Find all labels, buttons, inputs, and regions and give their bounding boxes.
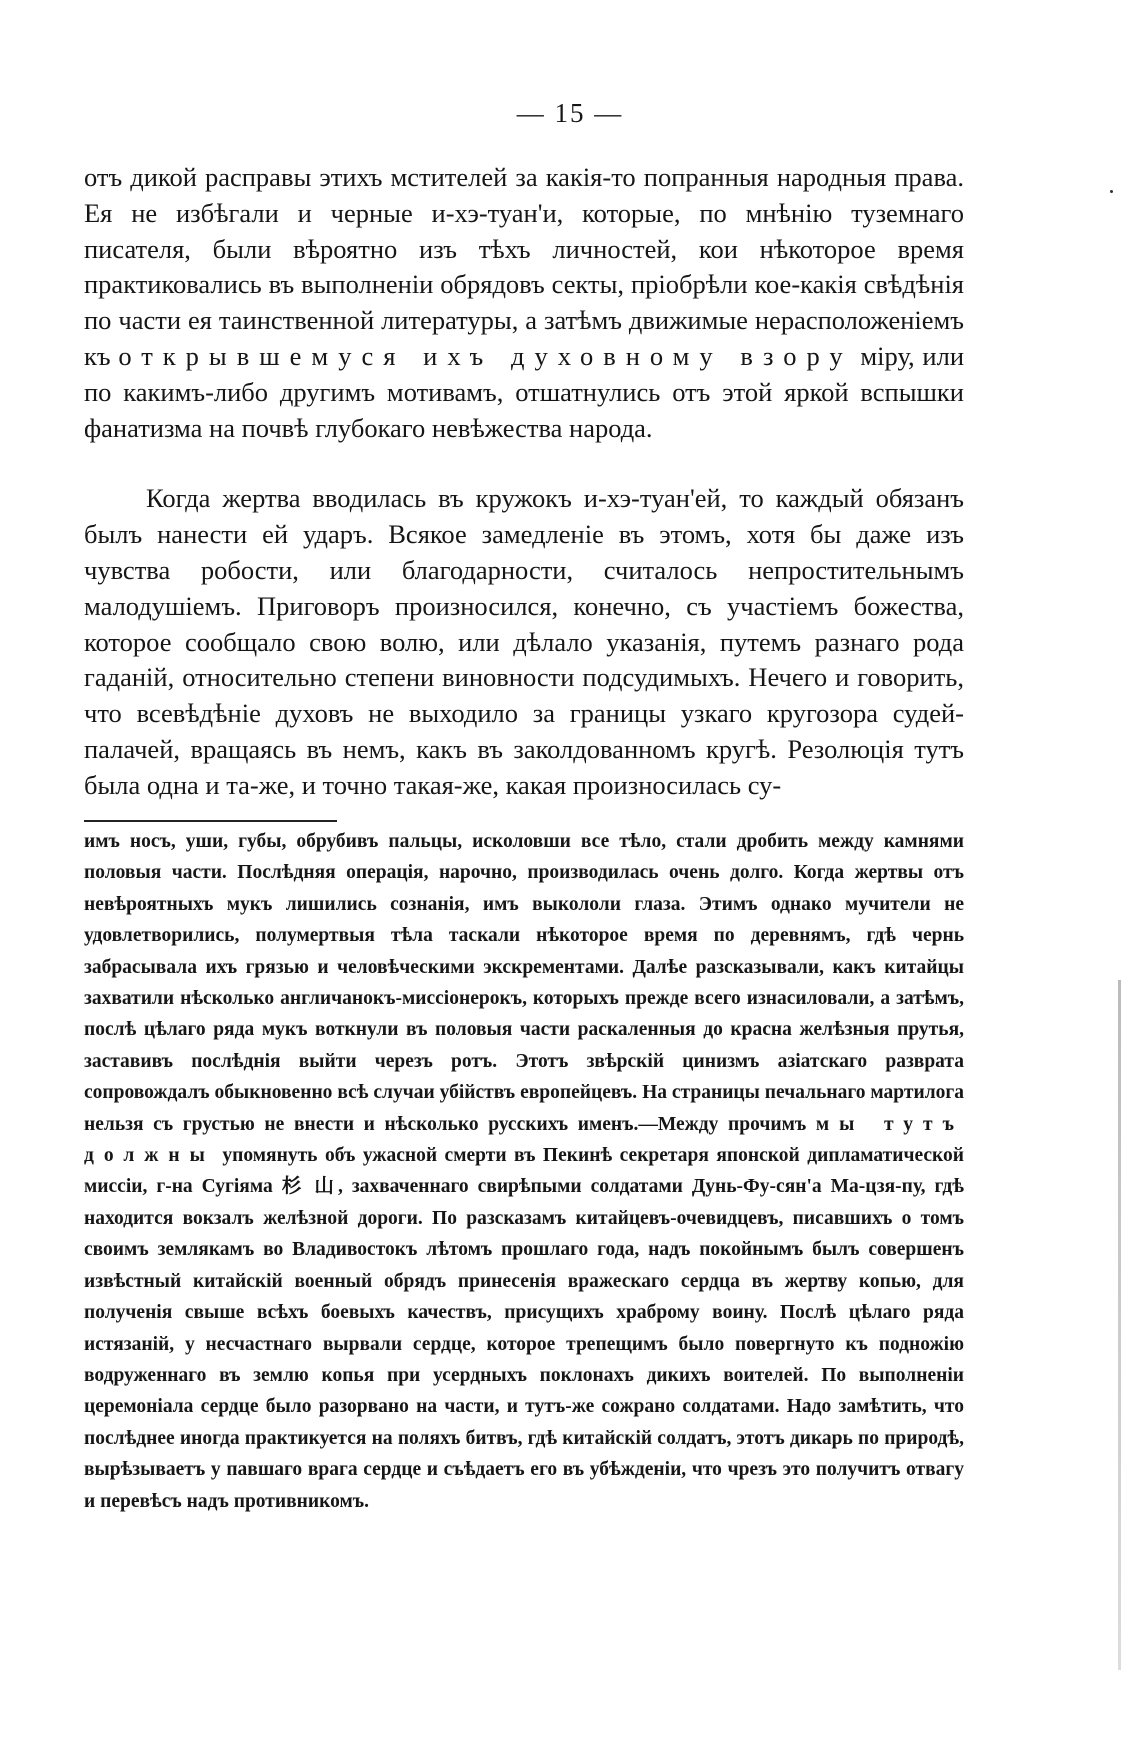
paragraph-1 xyxy=(84,160,964,446)
paragraph-2: Когда жертва вводилась въ кружокъ и-хэ-туан'ей, то каждый обязанъ былъ нанести ей ударъ. Всякое замедленіе въ этомъ, хотя бы даже изъ чувства робости, или благодарности, считалось непростительнымъ малодушіемъ. Приговоръ произносился, конечно, съ участіемъ божества, которое сообщало свою волю, или дѣлало указанія, путемъ разнаго рода гаданій, относительно степени виновности подсудимыхъ. Нечего и говорить, что всевѣдѣніе духовъ не выходило за границы узкаго кругозора судей-палачей, вращаясь въ немъ, какъ въ заколдованномъ кругѣ. Резолюція тутъ была одна и та-же, и точно такая-же, какая произносилась су- xyxy=(84,483,964,800)
footnote-spaced-phrase: мы тутъ должны xyxy=(84,1113,965,1167)
page-number: — 15 — xyxy=(516,98,624,128)
footnote-part-2: упомянуть объ ужасной смерти въ Пекинѣ секретаря японской дипламатической миссіи, г-на Сугіяма 杉 山, захваченнаго свирѣпыми солдатами Дунь-Фу-сян'а Ма-цзя-пу, гдѣ находится вокзалъ желѣзной дороги. По разсказамъ китайцевъ-очевидцевъ, писавшихъ о томъ своимъ землякамъ во Владивостокъ лѣтомъ прошлаго года, надъ покойнымъ былъ совершенъ извѣстный китайскій военный обрядъ принесенія вражескаго сердца въ жертву копью, для полученія свыше всѣхъ боевыхъ качествъ, присущихъ храброму воину. Послѣ цѣлаго ряда истязаній, у несчастнаго вырвали сердце, которое трепещимъ было повергнуто къ подножію водруженнаго въ землю копья при усердныхъ поклонахъ дикихъ воителей. По выполненіи церемоніала сердце было разорвано на части, и тутъ-же сожрано солдатами. Надо замѣтить, что послѣднее иногда практикуется на поляхъ битвъ, гдѣ китайскій солдатъ, этотъ дикарь по природѣ, вырѣзываетъ у павшаго врага сердце и съѣдаетъ его въ убѣжденіи, что чрезъ это получитъ отвагу и перевѣсъ надъ противникомъ. xyxy=(84,1145,964,1512)
footnote-part-1: имъ носъ, уши, губы, обрубивъ пальцы, исколовши все тѣло, стали дробить между камнями половыя части. Послѣдняя операція, нарочно, производилась очень долго. Когда жертвы отъ невѣроятныхъ мукъ лишились сознанія, имъ выкололи глаза. Этимъ однако мучители не удовлетворились, полумертвыя тѣла таскали нѣкоторое время по деревнямъ, гдѣ чернь забрасывала ихъ грязью и человѣческими экскрементами. Далѣе разсказывали, какъ китайцы захватили нѣсколько англичанокъ-миссіонерокъ, которыхъ прежде всего изнасиловали, а затѣмъ, послѣ цѣлаго ряда мукъ воткнули въ половыя части раскаленныя до красна желѣзныя прутья, заставивъ послѣднія выйти черезъ ротъ. Этотъ звѣрскій цинизмъ азіатскаго разврата сопровождалъ обыкновенно всѣ случаи убійствъ европейцевъ. На страницы печальнаго мартилога нельзя съ грустью не внести и нѣсколько русскихъ именъ.—Между прочимъ xyxy=(84,831,964,1135)
footnote-paragraph xyxy=(84,826,964,1517)
paragraph-1-spaced-phrase: открывшемуся ихъ духовному взору xyxy=(118,340,853,371)
footnote xyxy=(84,826,964,1517)
paragraph-1-end: міру, или по какимъ-либо другимъ мотивамъ, отшатнулись отъ этой яркой вспышки фанатизма на почвѣ глубокаго невѣжества народа. xyxy=(84,340,965,443)
footnote-separator xyxy=(84,820,337,822)
page-edge-shadow xyxy=(1118,980,1121,1670)
main-text xyxy=(84,160,964,804)
margin-speck xyxy=(1110,190,1113,193)
paragraph-1-start: отъ дикой расправы этихъ мстителей за какія-то попранныя народныя права. Ея не избѣгали и черные и-хэ-туан'и, которые, по мнѣнію туземнаго писателя, были вѣроятно изъ тѣхъ личностей, кои нѣкоторое время практиковались въ выполненіи обрядовъ секты, пріобрѣли кое-какія свѣдѣнія по части ея таинственной литературы, а затѣмъ движимые нерасположеніемъ къ xyxy=(84,162,964,371)
